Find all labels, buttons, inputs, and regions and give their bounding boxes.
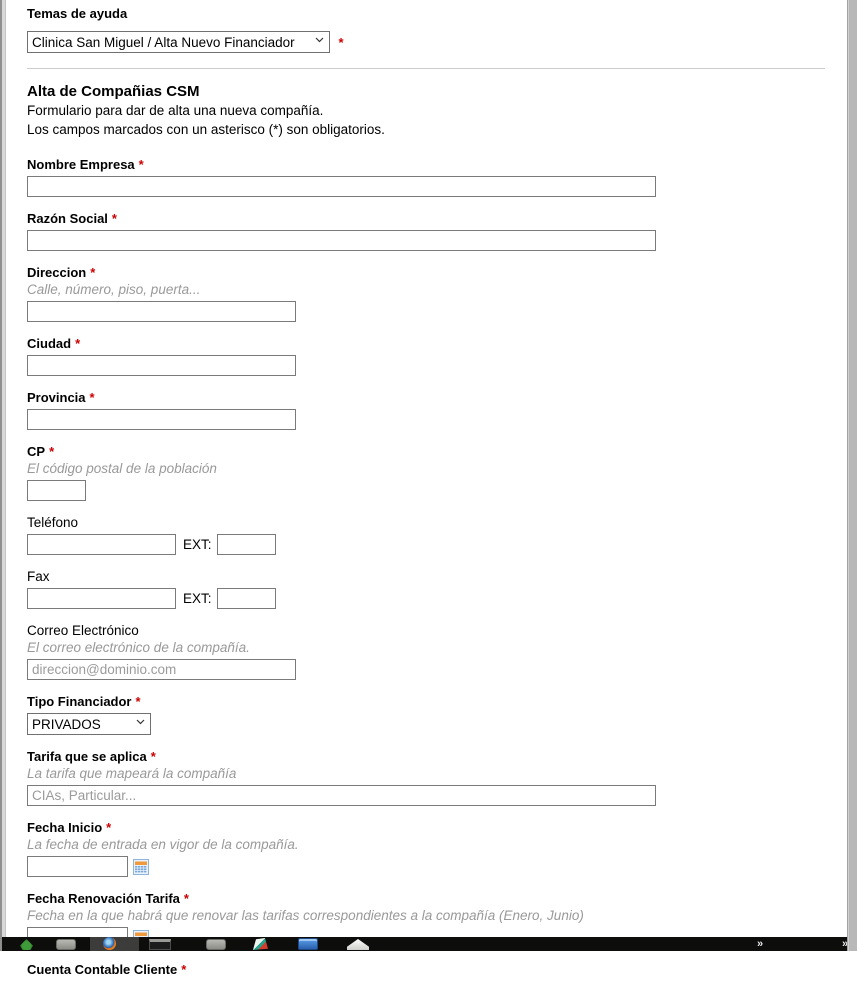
field-label: Fecha Renovación Tarifa (27, 891, 180, 906)
tipo-financiador-select[interactable] (27, 713, 151, 735)
fecha-inicio-input[interactable] (27, 856, 128, 877)
taskbar-overflow-chevron[interactable]: » (842, 938, 848, 950)
field-label: Razón Social (27, 211, 108, 226)
field-cuenta-contable (27, 961, 848, 978)
form-description-line2: Los campos marcados con un asterisco (*) son obligatorios. (27, 122, 385, 137)
field-label: Tarifa que se aplica (27, 749, 147, 764)
field-label: Teléfono (27, 515, 79, 530)
field-label: Fecha Inicio (27, 820, 103, 835)
tarifa-input[interactable] (27, 785, 656, 806)
nombre-empresa-input[interactable] (27, 176, 656, 197)
field-nombre-empresa (27, 156, 848, 197)
field-label: Provincia (27, 390, 86, 405)
field-fecha-inicio (27, 819, 848, 877)
folder-up-icon[interactable] (347, 939, 369, 950)
vertical-scrollbar[interactable] (847, 0, 857, 951)
required-asterisk: * (90, 265, 96, 280)
folder-icon[interactable] (56, 939, 76, 950)
cp-input[interactable] (27, 480, 86, 501)
ext-label: EXT: (183, 537, 212, 552)
required-asterisk: * (181, 962, 187, 977)
field-hint: Calle, número, piso, puerta... (27, 282, 201, 297)
pen-icon[interactable] (253, 938, 268, 950)
field-label: Fax (27, 569, 50, 584)
field-hint: La tarifa que mapeará la compañía (27, 766, 237, 781)
tipo-financiador-select-wrap (27, 713, 151, 735)
field-provincia (27, 389, 848, 430)
section-divider (27, 68, 825, 69)
required-asterisk: * (338, 34, 344, 50)
required-asterisk: * (75, 336, 81, 351)
ciudad-input[interactable] (27, 355, 296, 376)
provincia-input[interactable] (27, 409, 296, 430)
field-tarifa (27, 748, 848, 806)
field-correo-electronico (27, 622, 848, 680)
required-asterisk: * (138, 157, 144, 172)
window-left-edge (0, 0, 6, 951)
folder-icon[interactable] (206, 939, 226, 950)
calendar-icon[interactable] (133, 859, 149, 875)
field-label: Ciudad (27, 336, 72, 351)
field-label: CP (27, 444, 46, 459)
plant-icon[interactable] (20, 939, 33, 950)
help-form-page (6, 0, 848, 991)
required-asterisk: * (135, 694, 141, 709)
firefox-icon[interactable] (103, 937, 116, 950)
field-label: Tipo Financiador (27, 694, 132, 709)
field-label: Cuenta Contable Cliente (27, 962, 178, 977)
field-hint: El código postal de la población (27, 461, 217, 476)
field-hint: Fecha en la que habrá que renovar las tarifas correspondientes a la compañía (Enero, Junio) (27, 908, 584, 923)
required-asterisk: * (89, 390, 95, 405)
required-asterisk: * (150, 749, 156, 764)
razon-social-input[interactable] (27, 230, 656, 251)
form-description-line1: Formulario para dar de alta una nueva compañía. (27, 103, 324, 118)
fax-input[interactable] (27, 588, 176, 609)
correo-input[interactable] (27, 659, 296, 680)
field-fax (27, 568, 848, 609)
terminal-icon[interactable] (149, 939, 171, 950)
help-topics-label: Temas de ayuda (27, 6, 128, 21)
required-asterisk: * (106, 820, 112, 835)
required-asterisk: * (183, 891, 189, 906)
required-asterisk: * (111, 211, 117, 226)
field-hint: El correo electrónico de la compañía. (27, 640, 250, 655)
fax-ext-input[interactable] (217, 588, 276, 609)
help-topics-select[interactable] (27, 31, 330, 53)
field-label: Nombre Empresa (27, 157, 135, 172)
ext-label: EXT: (183, 591, 212, 606)
telefono-input[interactable] (27, 534, 176, 555)
field-ciudad (27, 335, 848, 376)
taskbar-overflow-chevron[interactable]: » (757, 938, 763, 950)
word-icon[interactable] (298, 938, 318, 950)
taskbar (2, 937, 849, 951)
field-direccion (27, 264, 848, 322)
direccion-input[interactable] (27, 301, 296, 322)
form-title: Alta de Compañias CSM (27, 83, 200, 100)
field-razon-social (27, 210, 848, 251)
telefono-ext-input[interactable] (217, 534, 276, 555)
field-label: Direccion (27, 265, 87, 280)
field-hint: La fecha de entrada en vigor de la compañía. (27, 837, 299, 852)
field-tipo-financiador (27, 693, 848, 735)
field-label: Correo Electrónico (27, 623, 139, 638)
field-telefono (27, 514, 848, 555)
field-cp (27, 443, 848, 501)
help-topics-select-wrap (27, 31, 330, 53)
required-asterisk: * (49, 444, 55, 459)
